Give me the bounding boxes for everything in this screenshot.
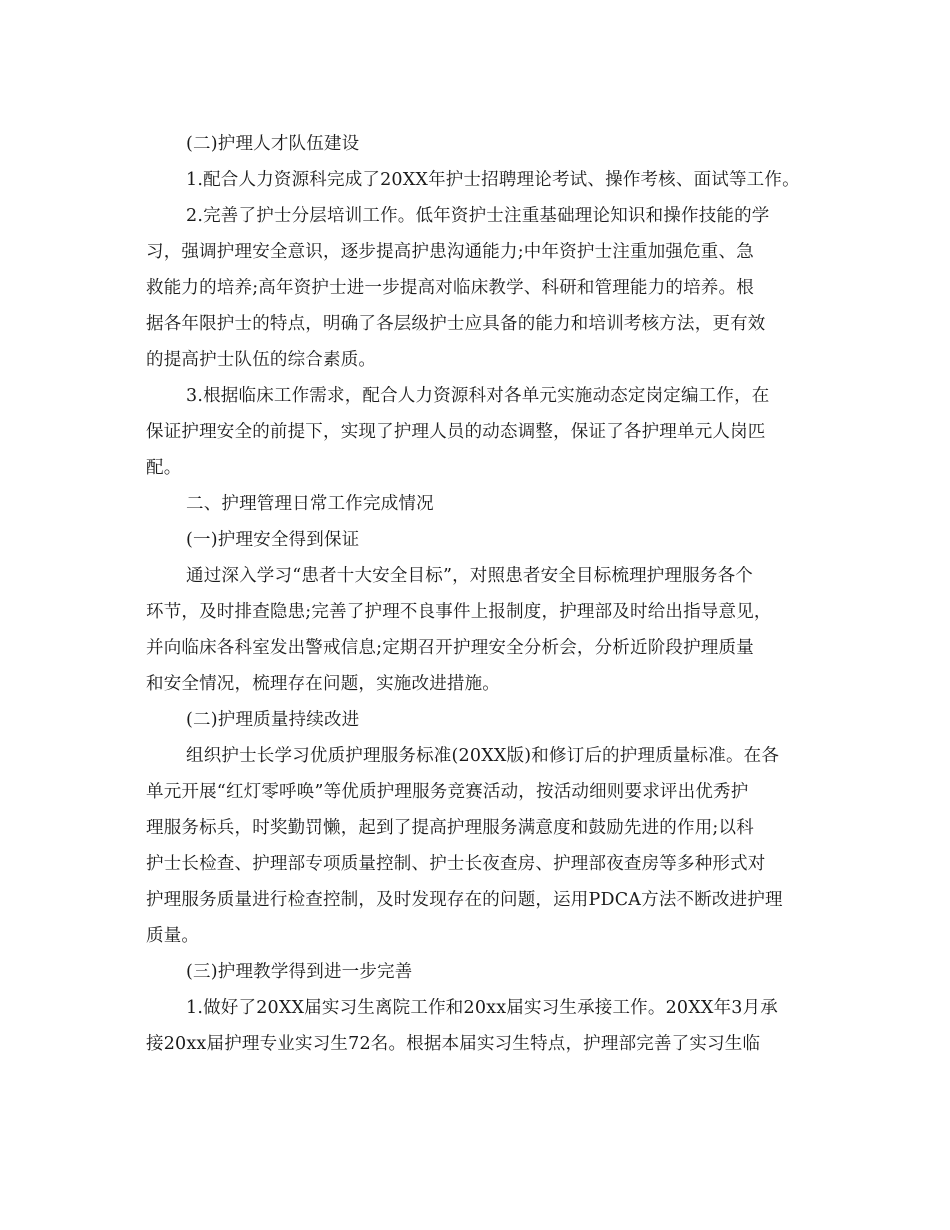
paragraph-line: 救能力的培养;高年资护士进一步提高对临床教学、科研和管理能力的培养。根 — [146, 278, 754, 298]
paragraph-line: 1.配合人力资源科完成了20XX年护士招聘理论考试、操作考核、面试等工作。 — [186, 170, 800, 190]
paragraph-line: 接20xx届护理专业实习生72名。根据本届实习生特点，护理部完善了实习生临 — [146, 1034, 761, 1054]
paragraph-line: 单元开展“红灯零呼唤”等优质护理服务竞赛活动，按活动细则要求评出优秀护 — [146, 782, 749, 802]
paragraph-line: 习，强调护理安全意识，逐步提高护患沟通能力;中年资护士注重加强危重、急 — [146, 242, 754, 262]
section-heading: 二、护理管理日常工作完成情况 — [186, 494, 434, 514]
section-heading: (三)护理教学得到进一步完善 — [186, 962, 413, 982]
paragraph-line: 配。 — [146, 458, 182, 478]
paragraph-line: 理服务标兵，时奖勤罚懒，起到了提高护理服务满意度和鼓励先进的作用;以科 — [146, 818, 754, 838]
paragraph-line: 护理服务质量进行检查控制，及时发现存在的问题，运用PDCA方法不断改进护理 — [146, 890, 783, 910]
section-heading: (二)护理人才队伍建设 — [186, 134, 360, 154]
paragraph-line: 3.根据临床工作需求，配合人力资源科对各单元实施动态定岗定编工作，在 — [186, 386, 770, 406]
paragraph-line: 并向临床各科室发出警戒信息;定期召开护理安全分析会，分析近阶段护理质量 — [146, 638, 754, 658]
section-heading: (一)护理安全得到保证 — [186, 530, 360, 550]
section-heading: (二)护理质量持续改进 — [186, 710, 360, 730]
paragraph-line: 和安全情况，梳理存在问题，实施改进措施。 — [146, 674, 500, 694]
paragraph-line: 护士长检查、护理部专项质量控制、护士长夜查房、护理部夜查房等多种形式对 — [146, 854, 766, 874]
paragraph-line: 组织护士长学习优质护理服务标准(20XX版)和修订后的护理质量标准。在各 — [186, 746, 780, 766]
paragraph-line: 质量。 — [146, 926, 200, 946]
paragraph-line: 1.做好了20XX届实习生离院工作和20xx届实习生承接工作。20XX年3月承 — [186, 998, 779, 1018]
paragraph-line: 环节，及时排查隐患;完善了护理不良事件上报制度，护理部及时给出指导意见， — [146, 602, 772, 622]
paragraph-line: 据各年限护士的特点，明确了各层级护士应具备的能力和培训考核方法，更有效 — [146, 314, 766, 334]
paragraph-line: 2.完善了护士分层培训工作。低年资护士注重基础理论知识和操作技能的学 — [186, 206, 770, 226]
paragraph-line: 保证护理安全的前提下，实现了护理人员的动态调整，保证了各护理单元人岗匹 — [146, 422, 766, 442]
document-body — [146, 126, 810, 1062]
paragraph-line: 通过深入学习“患者十大安全目标”，对照患者安全目标梳理护理服务各个 — [186, 566, 753, 586]
paragraph-line: 的提高护士队伍的综合素质。 — [146, 350, 377, 370]
